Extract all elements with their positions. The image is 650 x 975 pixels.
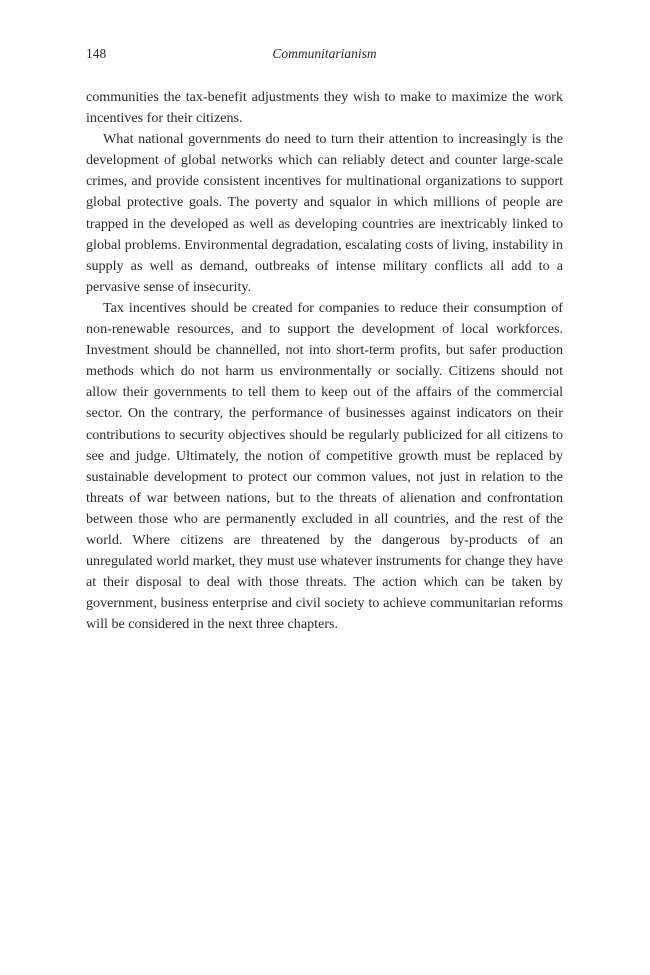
paragraph-continuation: communities the tax-benefit adjustments they wish to make to maximize the work incentives for their citizens. (86, 89, 563, 127)
running-title: Communitarianism (272, 46, 377, 61)
running-head (86, 44, 563, 64)
page-number: 148 (86, 46, 107, 61)
body-text (86, 87, 563, 635)
paragraph-global-networks: What national governments do need to turn their attention to increasingly is the development of global networks which can reliably detect and counter large-scale crimes, and provide consistent incentives for multinational organizations to support global protective goals. The poverty and squalor in which millions of people are trapped in the developed as well as developing countries are inextricably linked to global problems. Environmental degradation, escalating costs of living, instability in supply as well as demand, outbreaks of intense military conflicts all add to a pervasive sense of insecurity. (86, 131, 563, 295)
paragraph-tax-incentives: Tax incentives should be created for companies to reduce their consumption of non-renewable resources, and to support the development of local workforces. Investment should be channelled, not into short-term profits, but safer production methods which do not harm us environmentally or socially. Citizens should not allow their governments to tell them to keep out of the affairs of the commercial sector. On the contrary, the performance of businesses against indicators on their contributions to security objectives should be regularly publicized for all citizens to see and judge. Ultimately, the notion of competitive growth must be replaced by sustainable development to protect our common values, not just in relation to the threats of war between nations, but to the threats of alienation and confrontation between those who are permanently excluded in all countries, and the rest of the world. Where citizens are threatened by the dangerous by-products of an unregulated world market, they must use whatever instruments for change they have at their disposal to deal with those threats. The action which can be taken by government, business enterprise and civil society to achieve communitarian reforms will be considered in the next three chapters. (86, 299, 563, 633)
